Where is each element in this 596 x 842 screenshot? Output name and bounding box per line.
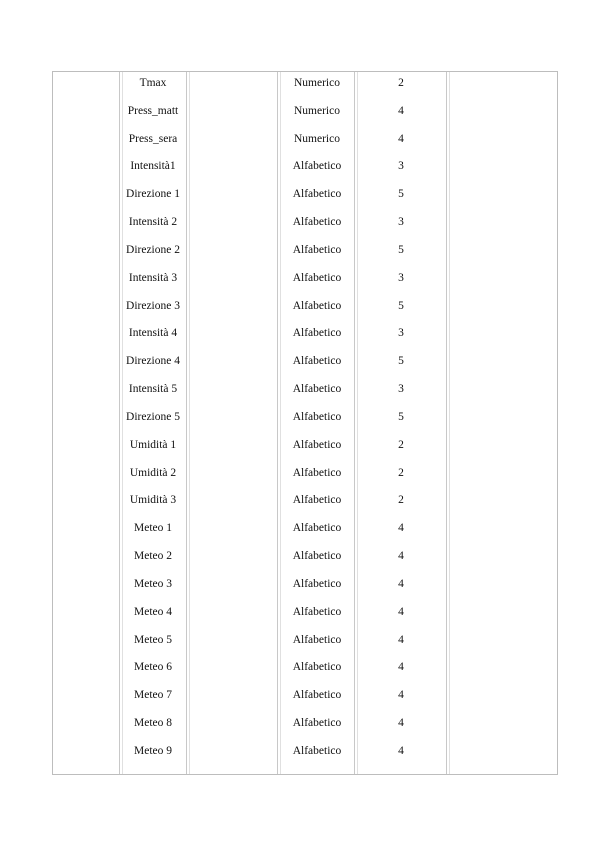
table-row [53, 466, 559, 494]
field-length-cell: 4 [398, 550, 404, 563]
table-row [53, 76, 559, 104]
field-type-cell: Alfabetico [292, 327, 342, 340]
field-length-cell: 3 [398, 327, 404, 340]
table-row [53, 104, 559, 132]
table-row [53, 382, 559, 410]
field-type-cell: Alfabetico [292, 383, 342, 396]
field-length-cell: 2 [398, 494, 404, 507]
table-row [53, 326, 559, 354]
field-name-cell: Press_sera [128, 132, 178, 145]
table-row [53, 605, 559, 633]
table-row [53, 549, 559, 577]
table-row [53, 438, 559, 466]
field-name-cell: Intensità 2 [128, 216, 178, 229]
field-table [52, 71, 558, 775]
table-row [53, 410, 559, 438]
field-name-cell: Meteo 9 [133, 744, 172, 757]
field-type-cell: Alfabetico [292, 216, 342, 229]
field-type-cell: Alfabetico [292, 243, 342, 256]
field-type-cell: Numerico [294, 132, 340, 145]
field-name-cell: Umidità 2 [129, 466, 177, 479]
table-row [53, 577, 559, 605]
field-name-cell: Meteo 7 [133, 689, 172, 702]
table-row [53, 633, 559, 661]
field-name-cell: Direzione 3 [126, 299, 180, 312]
field-length-cell: 5 [398, 188, 404, 201]
table-row [53, 354, 559, 382]
field-type-cell: Alfabetico [292, 717, 342, 730]
field-type-cell: Alfabetico [292, 522, 342, 535]
table-row [53, 521, 559, 549]
field-length-cell: 3 [398, 160, 404, 173]
field-length-cell: 4 [398, 132, 404, 145]
field-type-cell: Alfabetico [292, 160, 342, 173]
field-name-cell: Umidità 3 [129, 494, 177, 507]
field-name-cell: Meteo 4 [133, 605, 172, 618]
field-name-cell: Direzione 4 [126, 355, 180, 368]
field-length-cell: 4 [398, 661, 404, 674]
field-length-cell: 4 [398, 717, 404, 730]
table-row [53, 215, 559, 243]
table-row [53, 187, 559, 215]
field-name-cell: Intensità1 [130, 160, 176, 173]
field-name-cell: Meteo 1 [133, 522, 172, 535]
field-length-cell: 3 [398, 383, 404, 396]
field-type-cell: Alfabetico [292, 661, 342, 674]
field-type-cell: Alfabetico [292, 744, 342, 757]
table-row [53, 299, 559, 327]
field-type-cell: Alfabetico [292, 689, 342, 702]
field-name-cell: Meteo 6 [133, 661, 172, 674]
field-type-cell: Alfabetico [292, 633, 342, 646]
table-row [53, 159, 559, 187]
field-type-cell: Alfabetico [292, 550, 342, 563]
field-name-cell: Tmax [139, 77, 167, 89]
field-type-cell: Alfabetico [292, 355, 342, 368]
table-row [53, 660, 559, 688]
field-length-cell: 3 [398, 271, 404, 284]
field-length-cell: 5 [398, 355, 404, 368]
field-length-cell: 4 [398, 744, 404, 757]
field-type-cell: Alfabetico [292, 438, 342, 451]
field-length-cell: 4 [398, 633, 404, 646]
field-name-cell: Umidità 1 [129, 438, 177, 451]
field-length-cell: 4 [398, 104, 404, 117]
field-name-cell: Direzione 2 [126, 243, 180, 256]
table-row [53, 271, 559, 299]
field-name-cell: Direzione 1 [126, 188, 180, 201]
field-name-cell: Intensità 3 [128, 271, 178, 284]
field-type-cell: Alfabetico [292, 494, 342, 507]
field-type-cell: Alfabetico [292, 605, 342, 618]
table-row [53, 716, 559, 744]
field-name-cell: Intensità 4 [128, 327, 178, 340]
field-name-cell: Meteo 5 [133, 633, 172, 646]
field-length-cell: 4 [398, 522, 404, 535]
table-row [53, 688, 559, 716]
field-length-cell: 2 [398, 77, 404, 89]
field-name-cell: Meteo 8 [133, 717, 172, 730]
field-length-cell: 4 [398, 577, 404, 590]
field-type-cell: Numerico [294, 77, 340, 89]
field-name-cell: Direzione 5 [126, 410, 180, 423]
field-name-cell: Press_matt [127, 104, 179, 117]
field-name-cell: Meteo 3 [133, 577, 172, 590]
table-body [53, 76, 559, 772]
table-row [53, 493, 559, 521]
field-length-cell: 2 [398, 438, 404, 451]
field-name-cell: Meteo 2 [133, 550, 172, 563]
field-type-cell: Alfabetico [292, 410, 342, 423]
field-name-cell: Intensità 5 [128, 383, 178, 396]
field-type-cell: Alfabetico [292, 466, 342, 479]
field-length-cell: 5 [398, 299, 404, 312]
field-length-cell: 5 [398, 410, 404, 423]
field-length-cell: 4 [398, 605, 404, 618]
field-length-cell: 2 [398, 466, 404, 479]
field-type-cell: Numerico [294, 104, 340, 117]
table-row [53, 243, 559, 271]
field-length-cell: 5 [398, 243, 404, 256]
field-length-cell: 3 [398, 216, 404, 229]
field-length-cell: 4 [398, 689, 404, 702]
field-type-cell: Alfabetico [292, 299, 342, 312]
field-type-cell: Alfabetico [292, 188, 342, 201]
field-type-cell: Alfabetico [292, 271, 342, 284]
table-row [53, 744, 559, 772]
table-row [53, 132, 559, 160]
field-type-cell: Alfabetico [292, 577, 342, 590]
